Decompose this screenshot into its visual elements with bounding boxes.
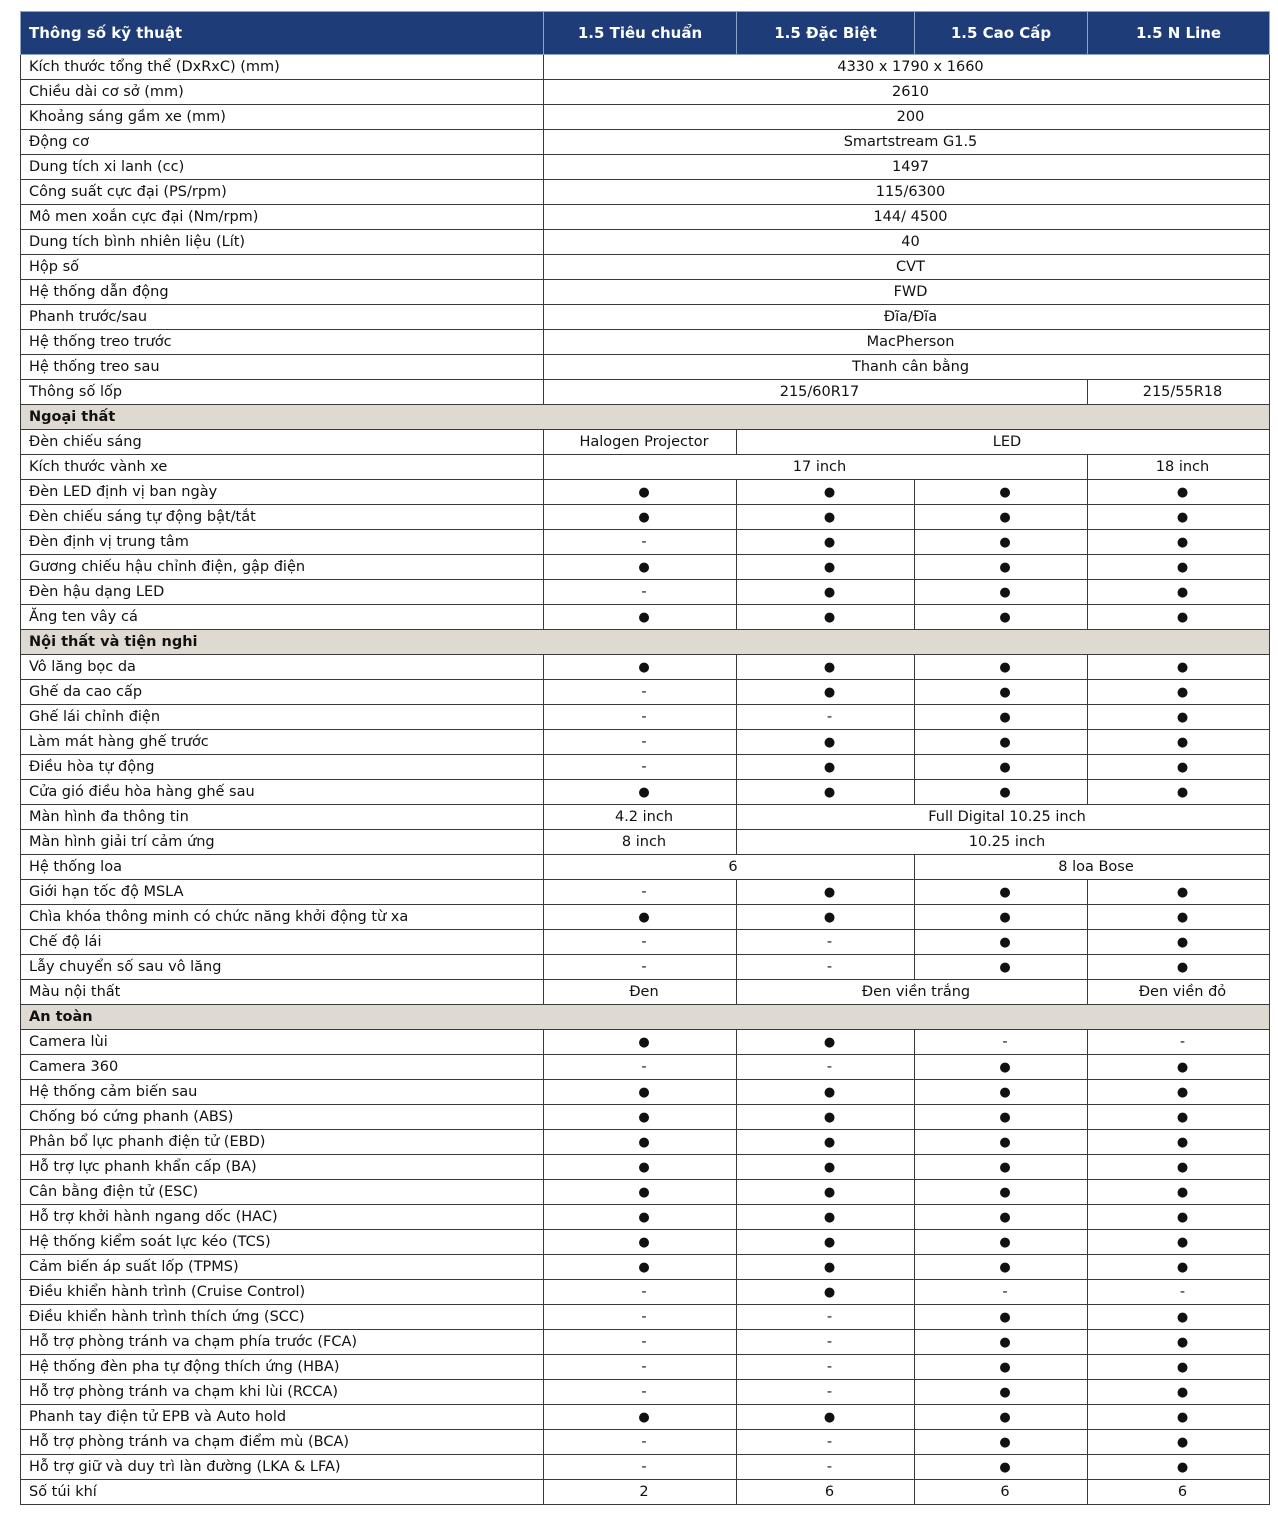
spec-label: Công suất cực đại (PS/rpm) bbox=[21, 180, 544, 205]
spec-label: Giới hạn tốc độ MSLA bbox=[21, 880, 544, 905]
spec-value: 4.2 inch bbox=[544, 805, 737, 830]
variant-header: 1.5 Cao Cấp bbox=[915, 12, 1088, 55]
table-row bbox=[21, 755, 1270, 780]
spec-label: Camera lùi bbox=[21, 1030, 544, 1055]
spec-label: Động cơ bbox=[21, 130, 544, 155]
feature-available-dot: ● bbox=[737, 480, 915, 505]
table-row bbox=[21, 330, 1270, 355]
spec-value: Smartstream G1.5 bbox=[544, 130, 1270, 155]
feature-available-dot: ● bbox=[915, 955, 1088, 980]
feature-unavailable-dash: - bbox=[544, 1330, 737, 1355]
feature-available-dot: ● bbox=[544, 1180, 737, 1205]
feature-available-dot: ● bbox=[544, 1130, 737, 1155]
spec-label: Kích thước tổng thể (DxRxC) (mm) bbox=[21, 55, 544, 80]
spec-label: Hỗ trợ giữ và duy trì làn đường (LKA & LFA) bbox=[21, 1455, 544, 1480]
feature-unavailable-dash: - bbox=[1088, 1280, 1270, 1305]
feature-unavailable-dash: - bbox=[737, 1055, 915, 1080]
table-row bbox=[21, 80, 1270, 105]
spec-label: Hệ thống treo trước bbox=[21, 330, 544, 355]
spec-value: 215/60R17 bbox=[544, 380, 1088, 405]
feature-available-dot: ● bbox=[915, 1305, 1088, 1330]
feature-unavailable-dash: - bbox=[544, 705, 737, 730]
feature-available-dot: ● bbox=[915, 1430, 1088, 1455]
table-row bbox=[21, 305, 1270, 330]
variant-header: 1.5 N Line bbox=[1088, 12, 1270, 55]
feature-unavailable-dash: - bbox=[544, 1280, 737, 1305]
feature-available-dot: ● bbox=[915, 655, 1088, 680]
feature-available-dot: ● bbox=[915, 1130, 1088, 1155]
table-row bbox=[21, 355, 1270, 380]
feature-unavailable-dash: - bbox=[737, 1455, 915, 1480]
spec-label: Hệ thống loa bbox=[21, 855, 544, 880]
table-row bbox=[21, 780, 1270, 805]
spec-label: Khoảng sáng gầm xe (mm) bbox=[21, 105, 544, 130]
feature-available-dot: ● bbox=[1088, 530, 1270, 555]
feature-available-dot: ● bbox=[915, 930, 1088, 955]
feature-available-dot: ● bbox=[1088, 1055, 1270, 1080]
spec-value: 144/ 4500 bbox=[544, 205, 1270, 230]
feature-available-dot: ● bbox=[1088, 1155, 1270, 1180]
feature-available-dot: ● bbox=[544, 1230, 737, 1255]
spec-label: Lẫy chuyển số sau vô lăng bbox=[21, 955, 544, 980]
header-title: Thông số kỹ thuật bbox=[21, 12, 544, 55]
table-row bbox=[21, 280, 1270, 305]
feature-available-dot: ● bbox=[915, 755, 1088, 780]
spec-label: Hỗ trợ lực phanh khẩn cấp (BA) bbox=[21, 1155, 544, 1180]
feature-available-dot: ● bbox=[737, 1230, 915, 1255]
table-row bbox=[21, 1380, 1270, 1405]
feature-available-dot: ● bbox=[915, 1330, 1088, 1355]
spec-value: 6 bbox=[544, 855, 915, 880]
feature-available-dot: ● bbox=[915, 905, 1088, 930]
spec-label: Đèn định vị trung tâm bbox=[21, 530, 544, 555]
feature-unavailable-dash: - bbox=[544, 680, 737, 705]
feature-available-dot: ● bbox=[915, 1230, 1088, 1255]
feature-unavailable-dash: - bbox=[737, 1380, 915, 1405]
feature-available-dot: ● bbox=[737, 1255, 915, 1280]
feature-available-dot: ● bbox=[1088, 1430, 1270, 1455]
section-title: Nội thất và tiện nghi bbox=[21, 630, 1270, 655]
spec-label: Gương chiếu hậu chỉnh điện, gập điện bbox=[21, 555, 544, 580]
spec-label: Hệ thống đèn pha tự động thích ứng (HBA) bbox=[21, 1355, 544, 1380]
table-row bbox=[21, 905, 1270, 930]
feature-available-dot: ● bbox=[1088, 905, 1270, 930]
spec-value: 8 inch bbox=[544, 830, 737, 855]
spec-label: Đèn LED định vị ban ngày bbox=[21, 480, 544, 505]
spec-label: Chiều dài cơ sở (mm) bbox=[21, 80, 544, 105]
feature-available-dot: ● bbox=[544, 605, 737, 630]
feature-available-dot: ● bbox=[1088, 1355, 1270, 1380]
spec-label: Thông số lốp bbox=[21, 380, 544, 405]
spec-label: Hỗ trợ phòng tránh va chạm khi lùi (RCCA) bbox=[21, 1380, 544, 1405]
feature-available-dot: ● bbox=[544, 780, 737, 805]
spec-value: 1497 bbox=[544, 155, 1270, 180]
feature-unavailable-dash: - bbox=[737, 930, 915, 955]
table-row bbox=[21, 1155, 1270, 1180]
feature-unavailable-dash: - bbox=[737, 705, 915, 730]
feature-unavailable-dash: - bbox=[737, 1355, 915, 1380]
feature-available-dot: ● bbox=[737, 730, 915, 755]
table-row bbox=[21, 880, 1270, 905]
spec-value: Đen viền trắng bbox=[737, 980, 1088, 1005]
table-row bbox=[21, 1355, 1270, 1380]
feature-available-dot: ● bbox=[737, 505, 915, 530]
feature-available-dot: ● bbox=[915, 530, 1088, 555]
table-row bbox=[21, 180, 1270, 205]
spec-value: 2610 bbox=[544, 80, 1270, 105]
spec-label: Đèn hậu dạng LED bbox=[21, 580, 544, 605]
section-title: Ngoại thất bbox=[21, 405, 1270, 430]
feature-available-dot: ● bbox=[915, 580, 1088, 605]
feature-unavailable-dash: - bbox=[544, 530, 737, 555]
feature-unavailable-dash: - bbox=[544, 1430, 737, 1455]
spec-label: Cảm biến áp suất lốp (TPMS) bbox=[21, 1255, 544, 1280]
feature-available-dot: ● bbox=[737, 530, 915, 555]
feature-available-dot: ● bbox=[737, 780, 915, 805]
feature-available-dot: ● bbox=[737, 880, 915, 905]
table-row bbox=[21, 730, 1270, 755]
feature-available-dot: ● bbox=[737, 580, 915, 605]
feature-available-dot: ● bbox=[737, 1405, 915, 1430]
spec-value: 2 bbox=[544, 1480, 737, 1505]
feature-unavailable-dash: - bbox=[544, 880, 737, 905]
feature-available-dot: ● bbox=[915, 1405, 1088, 1430]
feature-unavailable-dash: - bbox=[544, 755, 737, 780]
table-row bbox=[21, 1205, 1270, 1230]
feature-available-dot: ● bbox=[544, 1080, 737, 1105]
spec-label: Phanh tay điện tử EPB và Auto hold bbox=[21, 1405, 544, 1430]
feature-available-dot: ● bbox=[544, 555, 737, 580]
spec-label: Chế độ lái bbox=[21, 930, 544, 955]
feature-available-dot: ● bbox=[544, 905, 737, 930]
feature-available-dot: ● bbox=[1088, 955, 1270, 980]
feature-available-dot: ● bbox=[544, 1205, 737, 1230]
feature-available-dot: ● bbox=[544, 1155, 737, 1180]
table-row bbox=[21, 980, 1270, 1005]
feature-available-dot: ● bbox=[915, 555, 1088, 580]
feature-available-dot: ● bbox=[737, 555, 915, 580]
feature-available-dot: ● bbox=[915, 1205, 1088, 1230]
section-row bbox=[21, 1005, 1270, 1030]
feature-unavailable-dash: - bbox=[544, 1355, 737, 1380]
table-row bbox=[21, 455, 1270, 480]
feature-available-dot: ● bbox=[1088, 555, 1270, 580]
table-row bbox=[21, 1180, 1270, 1205]
feature-available-dot: ● bbox=[1088, 1455, 1270, 1480]
feature-available-dot: ● bbox=[737, 905, 915, 930]
feature-unavailable-dash: - bbox=[737, 1430, 915, 1455]
feature-available-dot: ● bbox=[1088, 1230, 1270, 1255]
feature-available-dot: ● bbox=[737, 1030, 915, 1055]
spec-value: 6 bbox=[737, 1480, 915, 1505]
table-row bbox=[21, 655, 1270, 680]
feature-unavailable-dash: - bbox=[544, 1455, 737, 1480]
feature-available-dot: ● bbox=[737, 1105, 915, 1130]
feature-available-dot: ● bbox=[1088, 730, 1270, 755]
feature-available-dot: ● bbox=[737, 1080, 915, 1105]
feature-unavailable-dash: - bbox=[544, 1305, 737, 1330]
table-row bbox=[21, 705, 1270, 730]
feature-available-dot: ● bbox=[1088, 1180, 1270, 1205]
spec-value: Full Digital 10.25 inch bbox=[737, 805, 1270, 830]
table-row bbox=[21, 55, 1270, 80]
variant-header: 1.5 Tiêu chuẩn bbox=[544, 12, 737, 55]
table-row bbox=[21, 480, 1270, 505]
feature-unavailable-dash: - bbox=[544, 955, 737, 980]
spec-label: Vô lăng bọc da bbox=[21, 655, 544, 680]
feature-available-dot: ● bbox=[915, 480, 1088, 505]
section-row bbox=[21, 630, 1270, 655]
spec-value: 215/55R18 bbox=[1088, 380, 1270, 405]
feature-available-dot: ● bbox=[544, 655, 737, 680]
table-row bbox=[21, 805, 1270, 830]
table-row bbox=[21, 380, 1270, 405]
table-row bbox=[21, 530, 1270, 555]
feature-unavailable-dash: - bbox=[544, 730, 737, 755]
table-row bbox=[21, 205, 1270, 230]
feature-available-dot: ● bbox=[915, 1105, 1088, 1130]
spec-value: FWD bbox=[544, 280, 1270, 305]
spec-label: Đèn chiếu sáng bbox=[21, 430, 544, 455]
table-row bbox=[21, 1430, 1270, 1455]
feature-available-dot: ● bbox=[1088, 1305, 1270, 1330]
feature-available-dot: ● bbox=[915, 780, 1088, 805]
feature-available-dot: ● bbox=[915, 880, 1088, 905]
table-row bbox=[21, 1405, 1270, 1430]
variant-header: 1.5 Đặc Biệt bbox=[737, 12, 915, 55]
table-row bbox=[21, 1280, 1270, 1305]
feature-available-dot: ● bbox=[915, 1355, 1088, 1380]
spec-label: Màn hình giải trí cảm ứng bbox=[21, 830, 544, 855]
feature-unavailable-dash: - bbox=[737, 1305, 915, 1330]
feature-available-dot: ● bbox=[737, 605, 915, 630]
feature-available-dot: ● bbox=[915, 1055, 1088, 1080]
feature-available-dot: ● bbox=[544, 480, 737, 505]
feature-available-dot: ● bbox=[1088, 1105, 1270, 1130]
spec-label: Ăng ten vây cá bbox=[21, 605, 544, 630]
table-row bbox=[21, 1055, 1270, 1080]
table-row bbox=[21, 580, 1270, 605]
feature-available-dot: ● bbox=[544, 505, 737, 530]
spec-value: 6 bbox=[915, 1480, 1088, 1505]
spec-label: Ghế da cao cấp bbox=[21, 680, 544, 705]
feature-available-dot: ● bbox=[737, 1130, 915, 1155]
table-row bbox=[21, 130, 1270, 155]
spec-label: Hệ thống kiểm soát lực kéo (TCS) bbox=[21, 1230, 544, 1255]
spec-value: MacPherson bbox=[544, 330, 1270, 355]
feature-available-dot: ● bbox=[544, 1255, 737, 1280]
feature-unavailable-dash: - bbox=[544, 1380, 737, 1405]
table-row bbox=[21, 1480, 1270, 1505]
spec-label: Chống bó cứng phanh (ABS) bbox=[21, 1105, 544, 1130]
spec-label: Hệ thống cảm biến sau bbox=[21, 1080, 544, 1105]
feature-unavailable-dash: - bbox=[544, 1055, 737, 1080]
feature-available-dot: ● bbox=[915, 705, 1088, 730]
spec-value: 40 bbox=[544, 230, 1270, 255]
table-row bbox=[21, 1455, 1270, 1480]
feature-available-dot: ● bbox=[915, 1455, 1088, 1480]
spec-value: 17 inch bbox=[544, 455, 1088, 480]
feature-available-dot: ● bbox=[1088, 1130, 1270, 1155]
table-row bbox=[21, 105, 1270, 130]
spec-value: Halogen Projector bbox=[544, 430, 737, 455]
spec-value: Đen viền đỏ bbox=[1088, 980, 1270, 1005]
spec-label: Hỗ trợ phòng tránh va chạm phía trước (FCA) bbox=[21, 1330, 544, 1355]
feature-unavailable-dash: - bbox=[737, 1330, 915, 1355]
table-row bbox=[21, 1105, 1270, 1130]
table-row bbox=[21, 1030, 1270, 1055]
feature-available-dot: ● bbox=[1088, 705, 1270, 730]
spec-label: Cân bằng điện tử (ESC) bbox=[21, 1180, 544, 1205]
spec-label: Hệ thống dẫn động bbox=[21, 280, 544, 305]
spec-label: Đèn chiếu sáng tự động bật/tắt bbox=[21, 505, 544, 530]
feature-available-dot: ● bbox=[544, 1405, 737, 1430]
table-row bbox=[21, 430, 1270, 455]
spec-table-body bbox=[21, 55, 1270, 1505]
table-row bbox=[21, 955, 1270, 980]
feature-unavailable-dash: - bbox=[544, 580, 737, 605]
spec-value: 200 bbox=[544, 105, 1270, 130]
header-row bbox=[21, 12, 1270, 55]
table-row bbox=[21, 255, 1270, 280]
spec-label: Điều khiển hành trình (Cruise Control) bbox=[21, 1280, 544, 1305]
spec-value: 6 bbox=[1088, 1480, 1270, 1505]
section-title: An toàn bbox=[21, 1005, 1270, 1030]
spec-label: Chìa khóa thông minh có chức năng khởi động từ xa bbox=[21, 905, 544, 930]
feature-available-dot: ● bbox=[1088, 680, 1270, 705]
feature-available-dot: ● bbox=[1088, 755, 1270, 780]
table-row bbox=[21, 505, 1270, 530]
spec-value: Đĩa/Đĩa bbox=[544, 305, 1270, 330]
feature-available-dot: ● bbox=[1088, 1205, 1270, 1230]
table-row bbox=[21, 830, 1270, 855]
spec-value: Đen bbox=[544, 980, 737, 1005]
spec-label: Điều khiển hành trình thích ứng (SCC) bbox=[21, 1305, 544, 1330]
feature-available-dot: ● bbox=[737, 1155, 915, 1180]
table-row bbox=[21, 1255, 1270, 1280]
feature-available-dot: ● bbox=[1088, 1255, 1270, 1280]
spec-label: Số túi khí bbox=[21, 1480, 544, 1505]
feature-available-dot: ● bbox=[915, 1080, 1088, 1105]
feature-available-dot: ● bbox=[1088, 1080, 1270, 1105]
table-row bbox=[21, 1305, 1270, 1330]
spec-value: 8 loa Bose bbox=[915, 855, 1270, 880]
spec-value: Thanh cân bằng bbox=[544, 355, 1270, 380]
feature-available-dot: ● bbox=[737, 655, 915, 680]
feature-available-dot: ● bbox=[1088, 505, 1270, 530]
feature-available-dot: ● bbox=[1088, 780, 1270, 805]
spec-value: 115/6300 bbox=[544, 180, 1270, 205]
feature-unavailable-dash: - bbox=[915, 1030, 1088, 1055]
feature-available-dot: ● bbox=[1088, 1405, 1270, 1430]
table-row bbox=[21, 605, 1270, 630]
feature-available-dot: ● bbox=[915, 680, 1088, 705]
spec-value: 18 inch bbox=[1088, 455, 1270, 480]
spec-label: Màu nội thất bbox=[21, 980, 544, 1005]
feature-available-dot: ● bbox=[915, 1155, 1088, 1180]
spec-label: Cửa gió điều hòa hàng ghế sau bbox=[21, 780, 544, 805]
feature-unavailable-dash: - bbox=[737, 955, 915, 980]
table-row bbox=[21, 930, 1270, 955]
spec-label: Hộp số bbox=[21, 255, 544, 280]
feature-available-dot: ● bbox=[915, 505, 1088, 530]
spec-label: Hỗ trợ khởi hành ngang dốc (HAC) bbox=[21, 1205, 544, 1230]
spec-label: Ghế lái chỉnh điện bbox=[21, 705, 544, 730]
feature-unavailable-dash: - bbox=[544, 930, 737, 955]
feature-available-dot: ● bbox=[915, 1380, 1088, 1405]
table-row bbox=[21, 230, 1270, 255]
table-row bbox=[21, 1080, 1270, 1105]
table-row bbox=[21, 855, 1270, 880]
feature-available-dot: ● bbox=[737, 1205, 915, 1230]
spec-label: Mô men xoắn cực đại (Nm/rpm) bbox=[21, 205, 544, 230]
spec-label: Phân bổ lực phanh điện tử (EBD) bbox=[21, 1130, 544, 1155]
spec-label: Kích thước vành xe bbox=[21, 455, 544, 480]
feature-available-dot: ● bbox=[737, 680, 915, 705]
table-row bbox=[21, 555, 1270, 580]
feature-available-dot: ● bbox=[737, 1180, 915, 1205]
spec-label: Camera 360 bbox=[21, 1055, 544, 1080]
feature-available-dot: ● bbox=[1088, 1330, 1270, 1355]
spec-label: Hỗ trợ phòng tránh va chạm điểm mù (BCA) bbox=[21, 1430, 544, 1455]
feature-available-dot: ● bbox=[915, 605, 1088, 630]
feature-available-dot: ● bbox=[1088, 580, 1270, 605]
feature-available-dot: ● bbox=[915, 730, 1088, 755]
feature-available-dot: ● bbox=[915, 1180, 1088, 1205]
spec-value: CVT bbox=[544, 255, 1270, 280]
table-row bbox=[21, 1330, 1270, 1355]
feature-available-dot: ● bbox=[1088, 880, 1270, 905]
spec-label: Dung tích xi lanh (cc) bbox=[21, 155, 544, 180]
spec-value: 4330 x 1790 x 1660 bbox=[544, 55, 1270, 80]
feature-available-dot: ● bbox=[1088, 480, 1270, 505]
spec-value: LED bbox=[737, 430, 1270, 455]
feature-unavailable-dash: - bbox=[1088, 1030, 1270, 1055]
feature-available-dot: ● bbox=[544, 1030, 737, 1055]
feature-available-dot: ● bbox=[737, 1280, 915, 1305]
feature-available-dot: ● bbox=[915, 1255, 1088, 1280]
section-row bbox=[21, 405, 1270, 430]
feature-available-dot: ● bbox=[1088, 655, 1270, 680]
spec-label: Màn hình đa thông tin bbox=[21, 805, 544, 830]
spec-label: Phanh trước/sau bbox=[21, 305, 544, 330]
spec-label: Làm mát hàng ghế trước bbox=[21, 730, 544, 755]
feature-available-dot: ● bbox=[1088, 605, 1270, 630]
feature-unavailable-dash: - bbox=[915, 1280, 1088, 1305]
table-row bbox=[21, 680, 1270, 705]
table-row bbox=[21, 1130, 1270, 1155]
spec-label: Dung tích bình nhiên liệu (Lít) bbox=[21, 230, 544, 255]
spec-label: Hệ thống treo sau bbox=[21, 355, 544, 380]
table-row bbox=[21, 1230, 1270, 1255]
table-row bbox=[21, 155, 1270, 180]
feature-available-dot: ● bbox=[544, 1105, 737, 1130]
feature-available-dot: ● bbox=[1088, 930, 1270, 955]
spec-table-header bbox=[21, 12, 1270, 55]
feature-available-dot: ● bbox=[737, 755, 915, 780]
spec-value: 10.25 inch bbox=[737, 830, 1270, 855]
feature-available-dot: ● bbox=[1088, 1380, 1270, 1405]
spec-label: Điều hòa tự động bbox=[21, 755, 544, 780]
spec-table bbox=[20, 11, 1270, 1505]
